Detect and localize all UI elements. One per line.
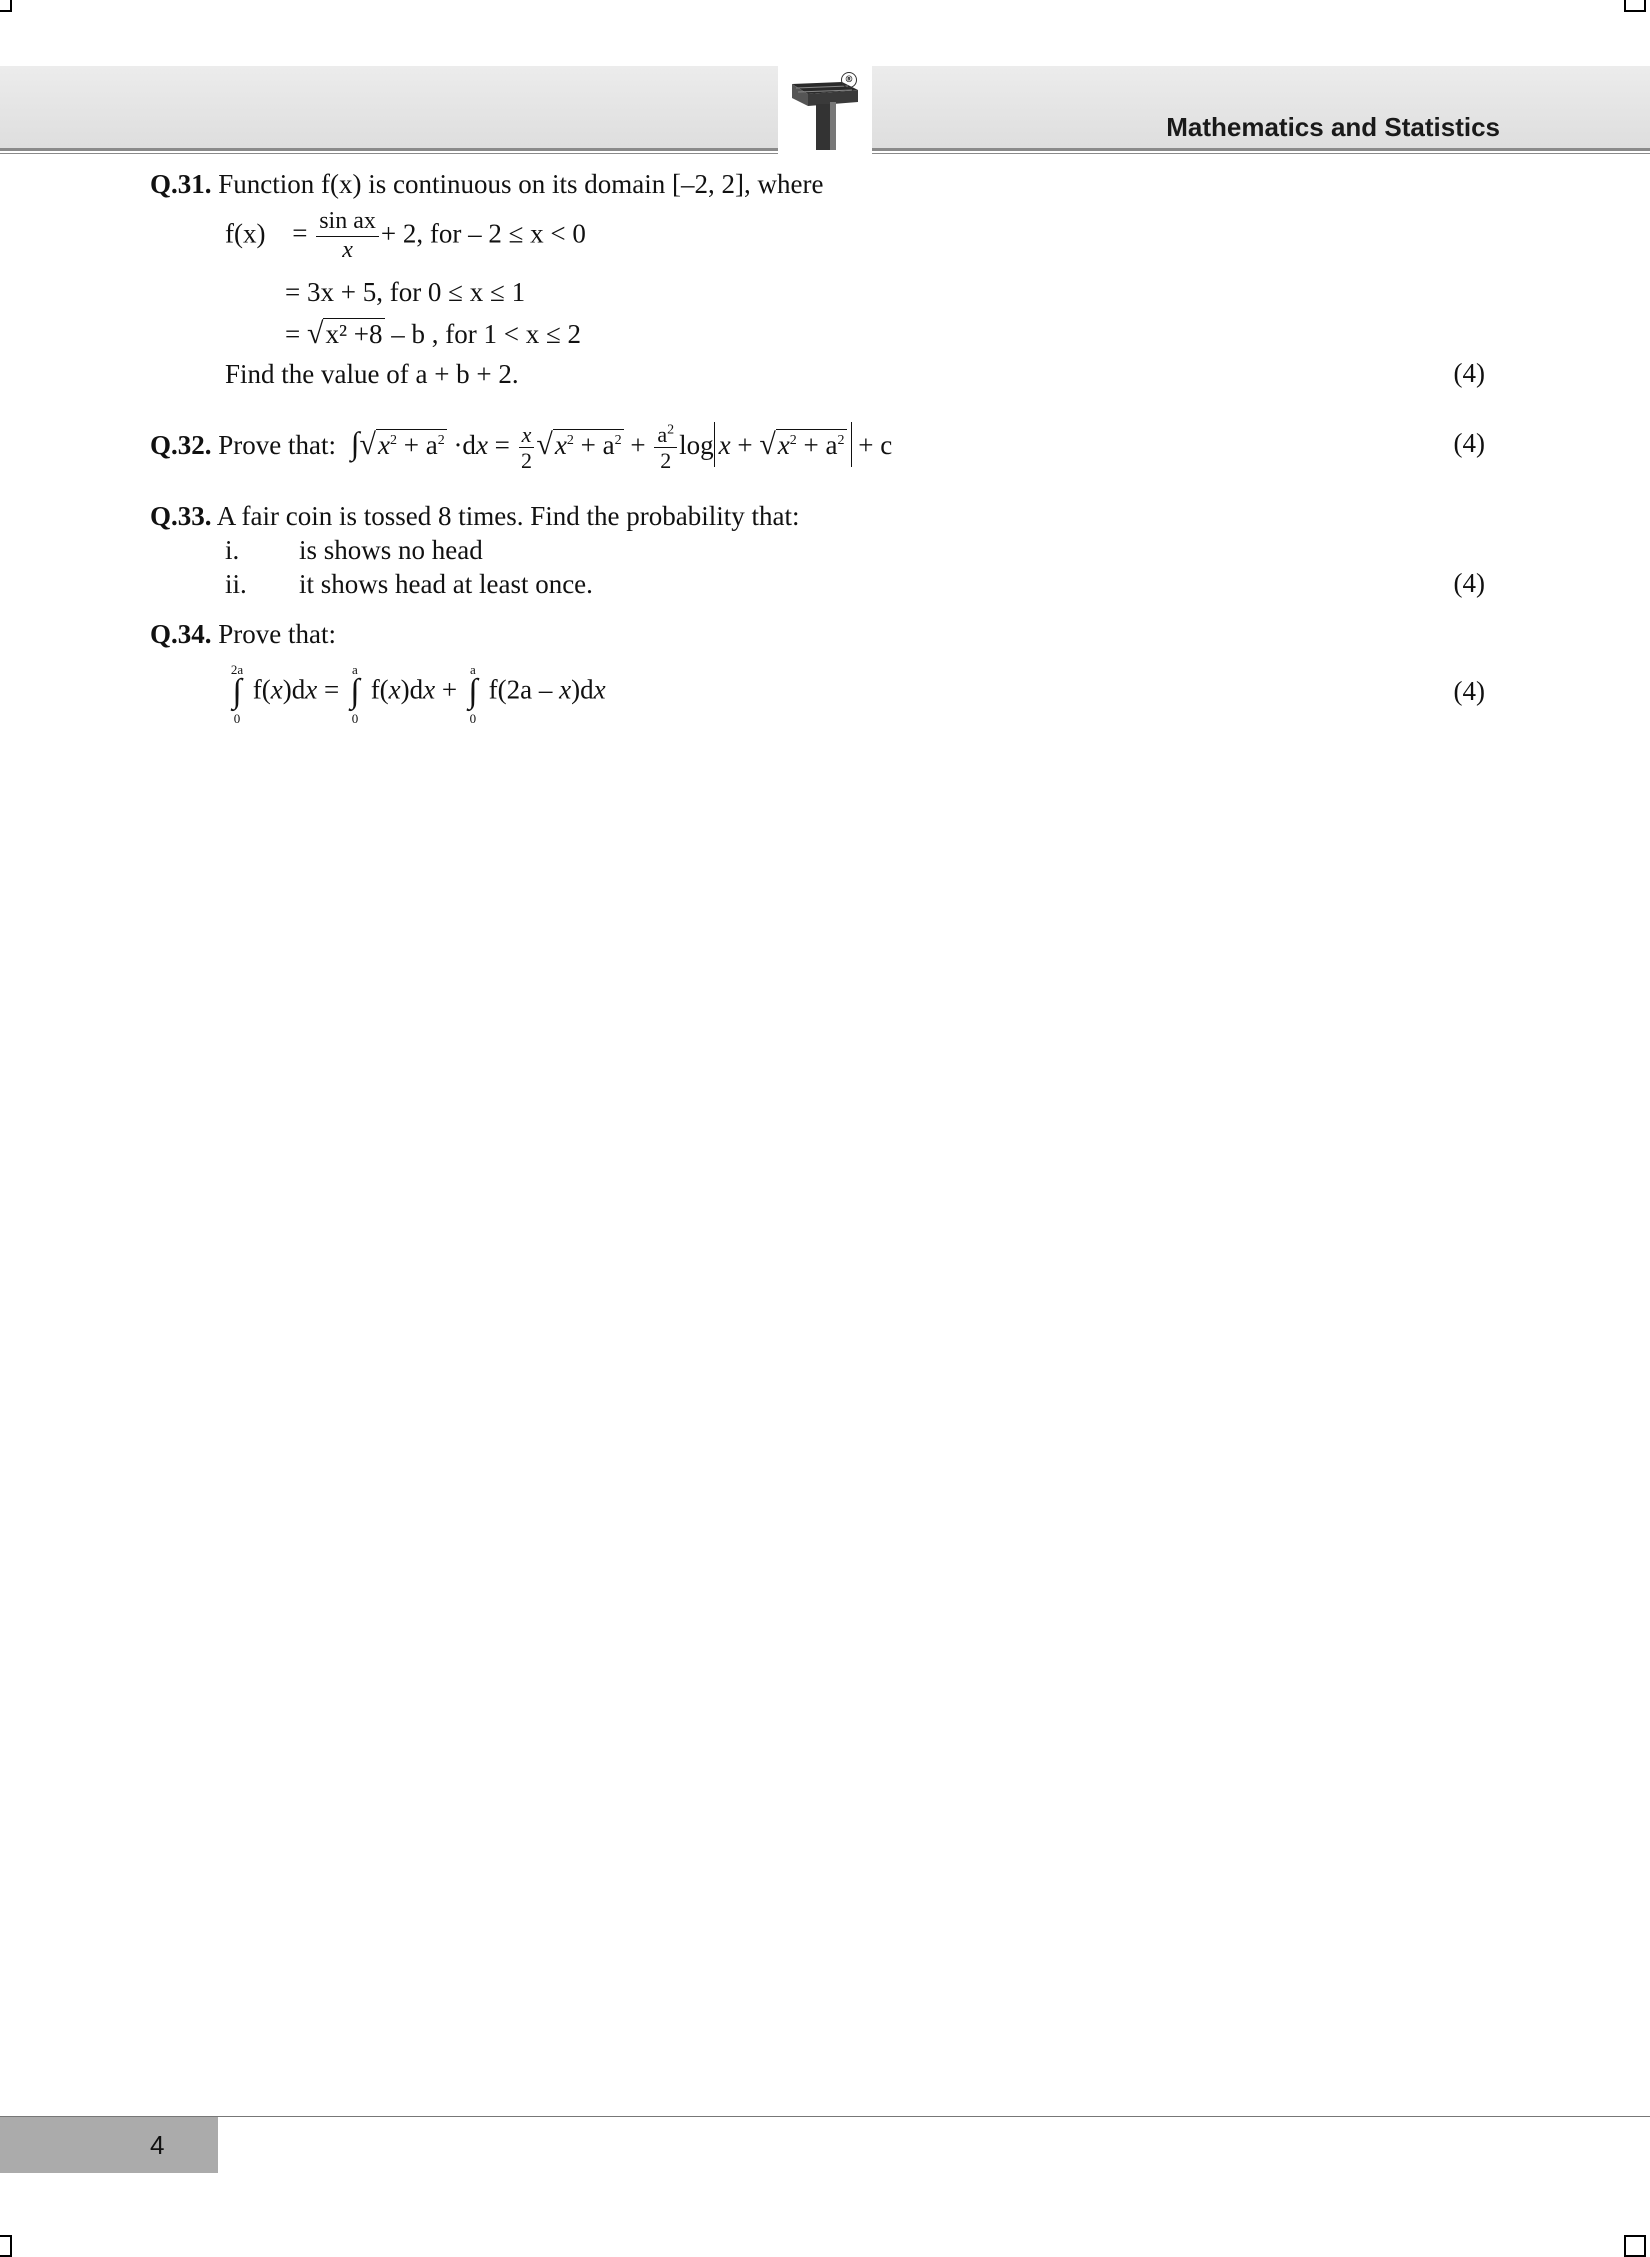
q31-case-3	[285, 316, 581, 352]
q31-ask	[225, 358, 519, 390]
fraction-denominator: x	[342, 236, 353, 263]
equals-sign: =	[285, 319, 301, 349]
integral-sign: ∫	[350, 425, 360, 461]
definite-integral: ∫ a 0	[468, 662, 478, 727]
question-text: Prove that:	[218, 619, 336, 649]
page-number: 4	[150, 2130, 165, 2160]
list-marker: i.	[225, 535, 240, 565]
question-34	[150, 618, 336, 650]
marks-q31: (4)	[1453, 358, 1485, 388]
question-33	[150, 500, 799, 532]
crop-mark-bottom-left	[0, 2235, 12, 2257]
footer-rule	[0, 2116, 1650, 2117]
list-item	[225, 568, 593, 600]
formula-q34: ∫ 2a 0 f(x)dx = ∫ a 0 f(x)dx + ∫ a 0 f(2a – x)dx	[228, 672, 606, 713]
absolute-value: $x + √x^2 + a^2$	[714, 422, 852, 467]
t-logo-icon	[778, 62, 872, 154]
case-3-condition: – b , for 1 < x ≤ 2	[391, 319, 582, 349]
definite-integral: ∫ a 0	[350, 662, 360, 727]
q31-case-1	[225, 208, 586, 264]
square-root: $√x^2 + a^2$	[359, 428, 445, 461]
question-text: Function f(x) is continuous on its domain [–2, 2], where	[218, 169, 824, 199]
equals-sign: =	[292, 218, 308, 249]
question-number: Q.34.	[150, 619, 212, 649]
fraction-a2-over-2: $\frac{a^2}{2}$	[654, 422, 677, 474]
footer-page-box	[0, 2117, 218, 2173]
marks-q33: (4)	[1453, 568, 1485, 598]
fraction-sin-ax-over-x	[316, 208, 379, 264]
crop-mark-bottom-right	[1624, 2235, 1646, 2257]
f-label: f(x)	[225, 218, 266, 249]
list-text: is shows no head	[299, 535, 483, 565]
logo	[778, 62, 872, 154]
registered-mark: ®	[841, 72, 857, 88]
q31-case-2	[285, 276, 525, 308]
question-number: Q.33.	[150, 501, 212, 531]
question-number: Q.32.	[150, 430, 212, 460]
list-text: it shows head at least once.	[299, 569, 593, 599]
question-31-intro	[150, 168, 823, 200]
marks-q32: (4)	[1453, 428, 1485, 458]
question-text: Prove that:	[218, 430, 336, 460]
case-2-text: = 3x + 5, for 0 ≤ x ≤ 1	[285, 277, 526, 307]
question-32	[150, 422, 892, 474]
question-text: A fair coin is tossed 8 times. Find the probability that:	[216, 501, 800, 531]
definite-integral: ∫ 2a 0	[230, 662, 244, 727]
question-number: Q.31.	[150, 169, 212, 199]
radical-sign: √	[306, 317, 324, 350]
case-1-condition: + 2, for – 2 ≤ x < 0	[380, 218, 586, 249]
fraction-x-over-2: $\frac{x}{2}$	[519, 422, 535, 474]
list-marker: ii.	[225, 569, 247, 599]
radicand: x² +8	[325, 319, 383, 349]
square-root	[307, 316, 385, 352]
marks-q34: (4)	[1453, 676, 1485, 706]
formula-q32: $\int√x^2 + a^2 \cdot dx$ = $\frac{x}{2}$ $√x^2 + a^2$ + $\frac{a^2}{2}$ $\log x + √x^2 + a^2 + c$	[350, 422, 893, 474]
list-item	[225, 534, 483, 566]
crop-mark-top-left	[0, 0, 12, 12]
page-header-title: Mathematics and Statistics	[1166, 112, 1500, 142]
crop-mark-top-right	[1624, 0, 1646, 12]
question-ask: Find the value of a + b + 2.	[225, 359, 519, 389]
fraction-numerator: sin ax	[316, 208, 379, 237]
